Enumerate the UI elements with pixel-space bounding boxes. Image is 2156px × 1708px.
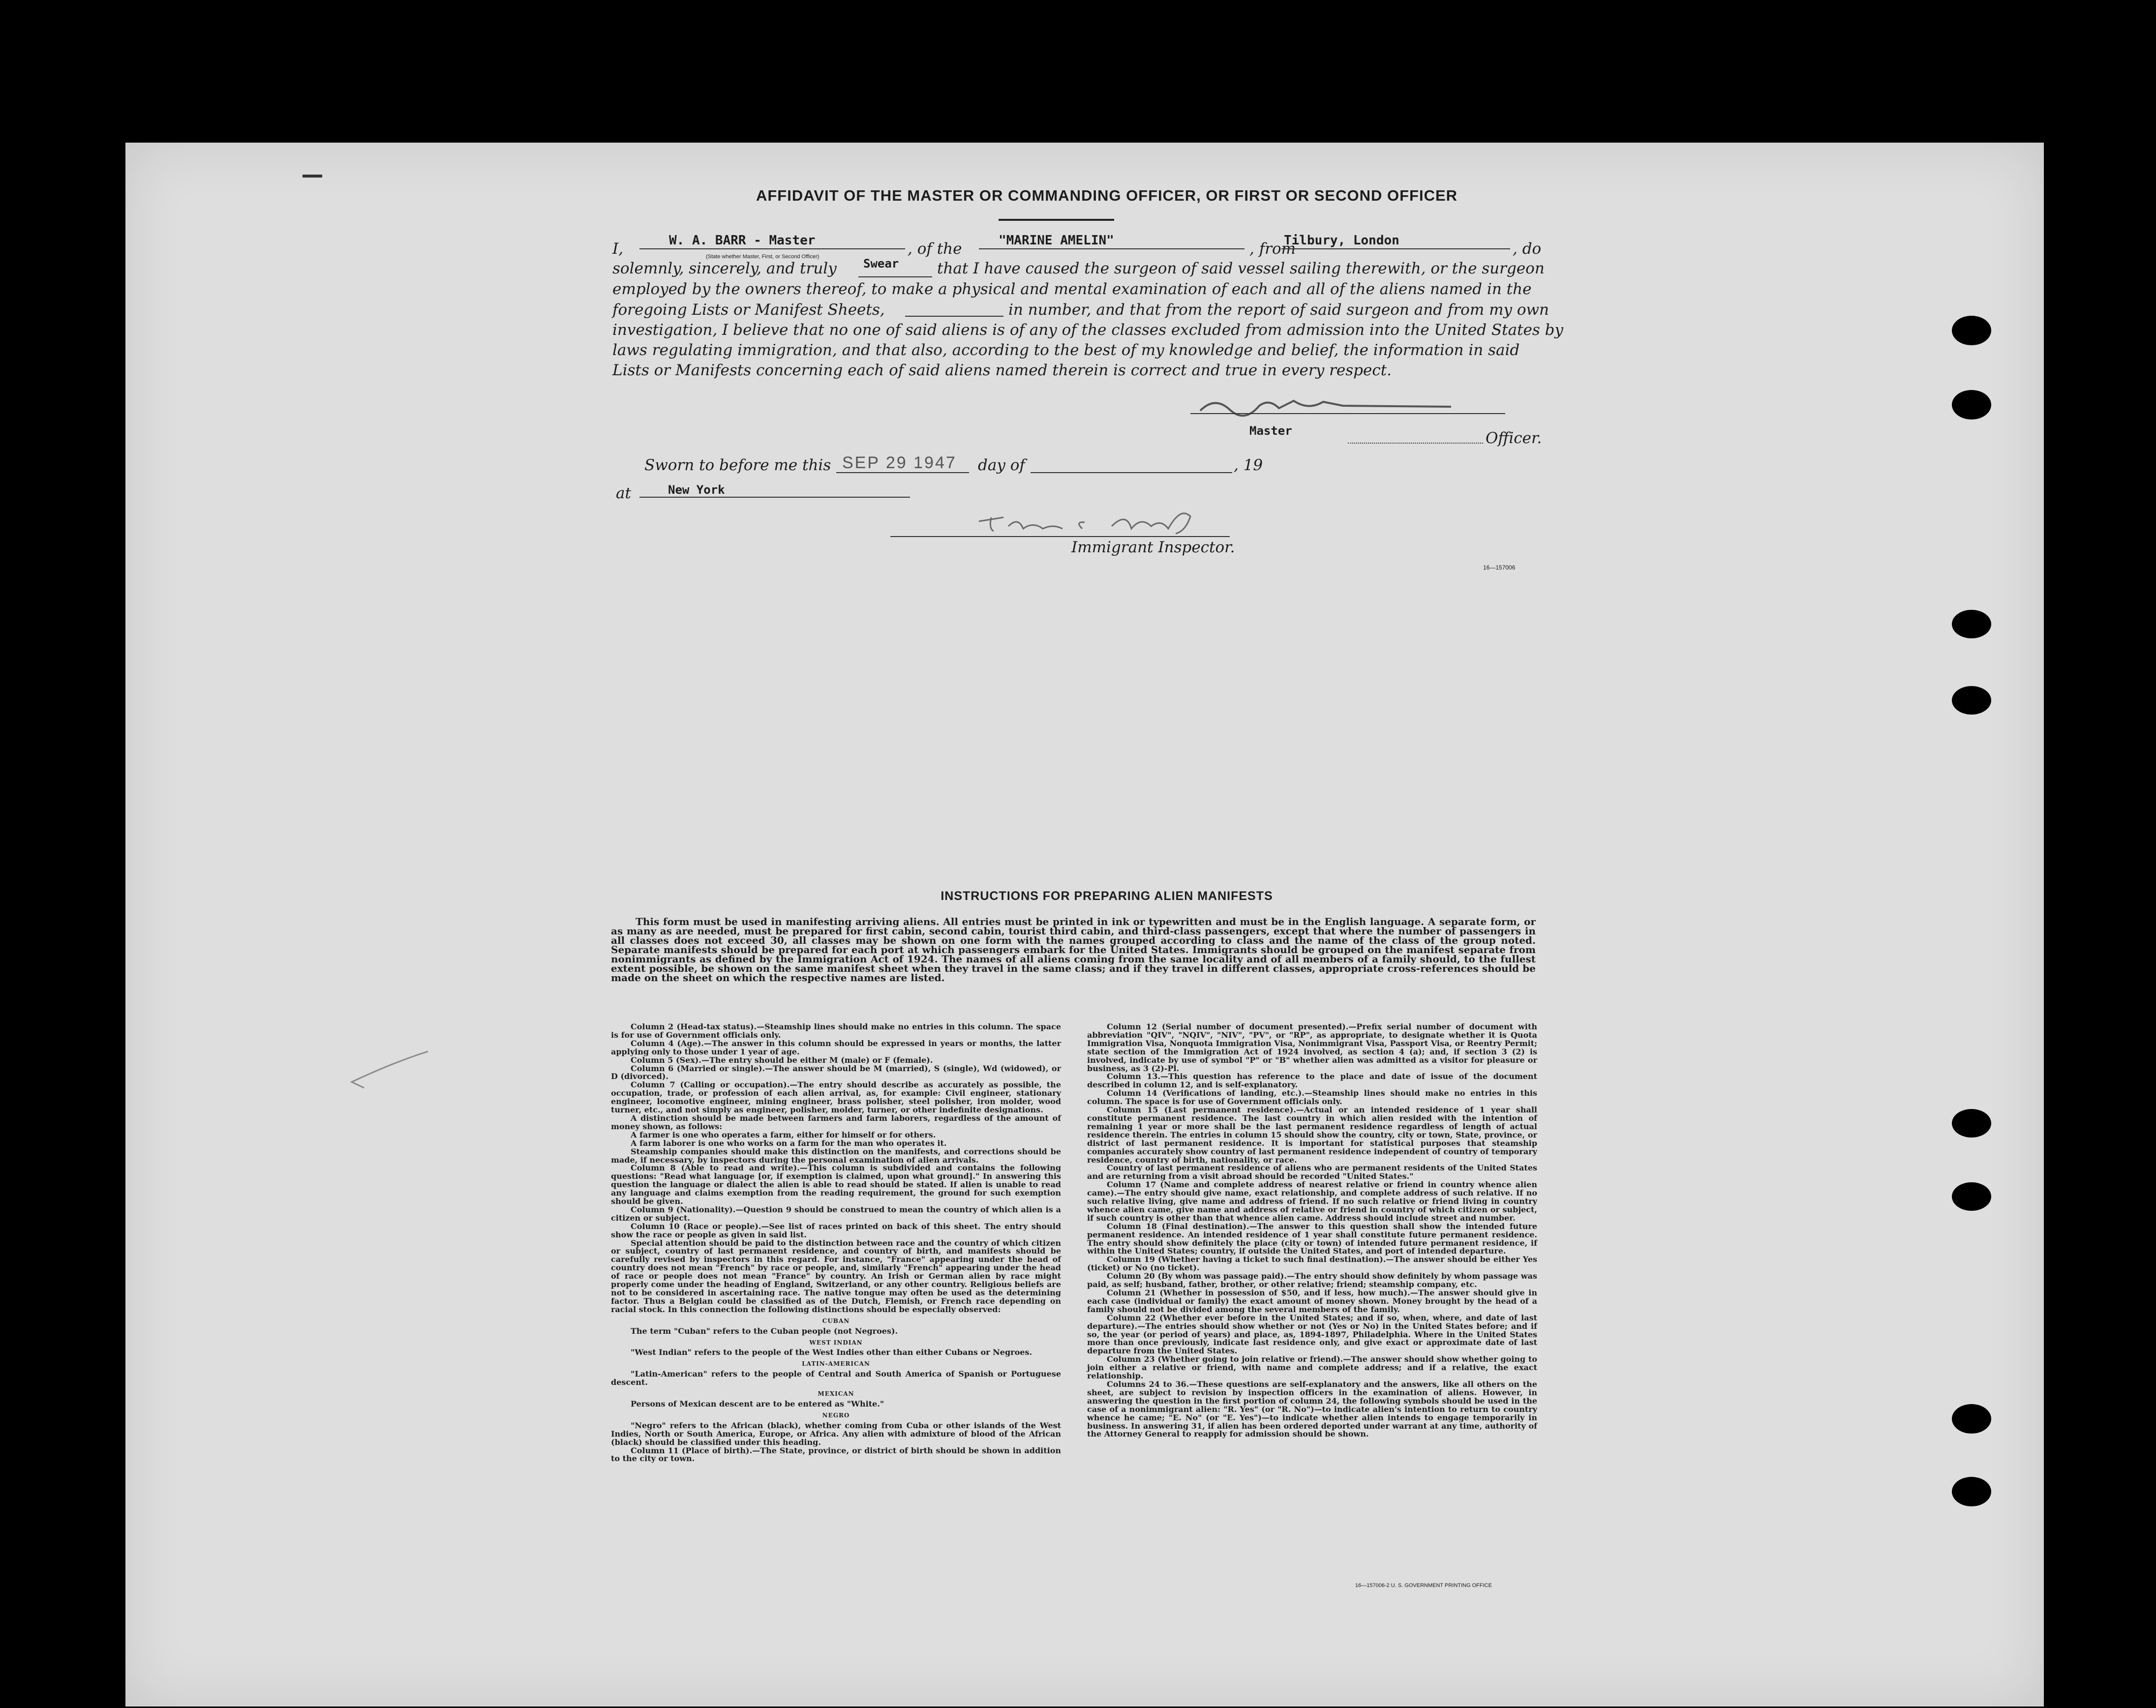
place-line	[639, 497, 910, 498]
instruction-farm-distinction: A distinction should be made between farmers and farm laborers, regardless of the amount of money shown, as follows:	[611, 1113, 1061, 1131]
officer-name-line	[639, 248, 905, 249]
do-label: , do	[1513, 240, 1542, 258]
instruction-col2: Column 2 (Head-tax status).—Steamship lines should make no entries in this column. The space is for use of Government officials only.	[611, 1022, 1061, 1040]
signer-title: Master	[1249, 424, 1292, 438]
pencil-mark	[344, 1048, 433, 1092]
master-signature	[1195, 391, 1451, 420]
instruction-col20: Column 20 (By whom was passage paid).—The entry should show definitely by whom passage was paid, as self; husband, father, brother, or other relative; friend; steamship company, etc.	[1087, 1271, 1537, 1289]
aff-line4-end: in number, and that from the report of said surgeon and from my own	[1008, 301, 1549, 319]
aff-line2-start: solemnly, sincerely, and truly	[612, 260, 837, 277]
affidavit-title: AFFIDAVIT OF THE MASTER OR COMMANDING OFFICER, OR FIRST OR SECOND OFFICER	[756, 187, 1458, 204]
officer-line	[1348, 443, 1483, 444]
instruction-col7: Column 7 (Calling or occupation).—The entry should describe as accurately as possible, the occupation, trade, or profession of each alien arrival, as, for example: Civil engineer, stationary engineer, locomotive engineer, mining engineer, brass polisher, steel polisher, iron molder, wood turner, etc., and not simply as engineer, polisher, molder, turner, or other indefinite designations.	[611, 1080, 1061, 1115]
definition-cuban: The term "Cuban" refers to the Cuban people (not Negroes).	[631, 1326, 898, 1336]
instruction-col10: Column 10 (Race or people).—See list of races printed on back of this sheet. The entry should show the race or people as given in said list.	[611, 1221, 1061, 1239]
heading-mexican: MEXICAN	[818, 1390, 854, 1398]
instruction-col24-36: Columns 24 to 36.—These questions are self-explanatory and the answers, like all others on the sheet, are subject to revision by inspection officers in the examination of aliens. However, in answering the question in the first portion of column 24, the following symbols should be used in the case of a nonimmigrant alien: "R. Yes" (or "R. No")—to indicate alien's intention to return to country whence he came; "E. No" (or "E. Yes")—to indicate whether alien intends to engage temporarily in business. In answering 31, if alien has been ordered deported under warrant at any time, authority of the Attorney General to reapply for admission should be shown.	[1087, 1379, 1537, 1439]
sworn-date-stamp: SEP 29 1947	[842, 453, 957, 472]
vessel-line	[979, 248, 1245, 249]
punch-hole	[1952, 610, 1991, 638]
title-rule	[999, 219, 1114, 221]
punch-hole	[1952, 686, 1991, 715]
punch-hole	[1952, 1477, 1991, 1506]
heading-cuban: CUBAN	[822, 1317, 850, 1324]
instruction-col14: Column 14 (Verifications of landing, etc.).—Steamship lines should make no entries in this column. The space is for use of Government officials only.	[1087, 1088, 1537, 1107]
definition-latin-american: "Latin-American" refers to the people of Central and South America of Spanish or Portuguese descent.	[611, 1369, 1061, 1387]
instruction-col6: Column 6 (Married or single).—The answer should be M (married), S (single), Wd (widowed), or D (divorced).	[611, 1063, 1061, 1081]
from-label: , from	[1249, 240, 1296, 258]
instruction-col13: Column 13.—This question has reference to the place and date of issue of the document described in column 12, and is self-explanatory.	[1087, 1072, 1537, 1090]
instruction-col21: Column 21 (Whether in possession of $50, and if less, how much).—The answer should give in each case (individual or family) the exact amount of money shown. Money brought by the head of a family should not be divided among the several members of the family.	[1087, 1288, 1537, 1314]
instructions-right-column	[1087, 1023, 1537, 1438]
officer-label: Officer.	[1486, 429, 1542, 447]
instructions-left-column	[611, 1023, 1061, 1463]
vessel-name: "MARINE AMELIN"	[999, 233, 1114, 248]
instructions-title: INSTRUCTIONS FOR PREPARING ALIEN MANIFESTS	[941, 889, 1273, 903]
instruction-col15: Column 15 (Last permanent residence).—Actual or an intended residence of 1 year shall constitute permanent residence. The last country in which alien resided with the intention of remaining 1 year or more shall be the last permanent residence regardless of length of actual residence therein. The entries in column 15 should show the country, city or town, State, province, or district of last permanent residence. It is important for statistical purposes that steamship companies accurately show country of last permanent residence independent of country of temporary residence, country of birth, nationality, or race.	[1087, 1105, 1537, 1165]
punch-hole	[1952, 390, 1991, 420]
sworn-label: Sworn to before me this	[644, 456, 831, 474]
aff-line2-end: that I have caused the surgeon of said vessel sailing therewith, or the surgeon	[937, 260, 1545, 277]
heading-west-indian: WEST INDIAN	[809, 1339, 863, 1346]
inspector-line	[890, 536, 1230, 537]
inspector-label: Immigrant Inspector.	[1071, 539, 1235, 556]
port-line	[1281, 248, 1510, 249]
margin-mark	[303, 175, 322, 178]
instruction-col17: Column 17 (Name and complete address of nearest relative or friend in country whence alien came).—The entry should give name, exact relationship, and complete address of such relative. If no such relative living, give name and address of friend. If no such relative or friend living in country whence alien came, give name and address of relative or friend in country of which citizen or subject, if such country is other than that whence alien came. Address should include street and number.	[1087, 1180, 1537, 1223]
instruction-col9: Column 9 (Nationality).—Question 9 should be construed to mean the country of which alien is a citizen or subject.	[611, 1204, 1061, 1223]
year-label: , 19	[1234, 456, 1263, 474]
intro-paragraph: This form must be used in manifesting arriving aliens. All entries must be printed in ink or typewritten and must be in the English language. A separate form, or as many as are needed, must be prepared for first cabin, second cabin, tourist third cabin, and third-class passengers, except that where the number of passengers in all classes does not exceed 30, all classes may be shown on one form with the names grouped according to class and the name of the class of the group noted. Separate manifests should be prepared for each port at which passengers embark for the United States. Immigrants should be grouped on the manifest separate from nonimmigrants as defined by the Immigration Act of 1924. The names of all aliens coming from the same locality and of all members of a family should, to the fullest extent possible, be shown on the same manifest sheet when they travel in the same class; and if they travel in different classes, appropriate cross-references should be made on the sheet on which the respective names are listed.	[611, 916, 1536, 984]
instruction-steamship-corrections: Steamship companies should make this distinction on the manifests, and corrections should be made, if necessary, by inspectors during the personal examination of alien arrivals.	[611, 1146, 1061, 1165]
at-label: at	[616, 484, 631, 502]
aff-line5: investigation, I believe that no one of said aliens is of any of the classes excluded from admission into the United States by	[612, 321, 1564, 339]
punch-hole	[1952, 1182, 1991, 1211]
instructions-intro	[611, 917, 1536, 983]
instruction-farmer: A farmer is one who operates a farm, either for himself or for others.	[631, 1130, 936, 1139]
place: New York	[668, 483, 725, 497]
instruction-col18: Column 18 (Final destination).—The answer to this question shall show the intended future permanent residence. An intended residence of 1 year shall constitute future permanent residence. The entry should show definitely the place (city or town) of intended future permanent residence, if within the United States; country, if outside the United States, and port of intended departure.	[1087, 1221, 1537, 1256]
printing-office-footer: 16—157006-2 U. S. GOVERNMENT PRINTING OFFICE	[1355, 1583, 1492, 1588]
oath-line	[858, 276, 932, 277]
instruction-us-residents: Country of last permanent residence of aliens who are permanent residents of the United States and are returning from a visit abroad should be recorded "United States."	[1087, 1163, 1537, 1181]
signature-line	[1190, 413, 1505, 414]
punch-hole	[1952, 1404, 1991, 1434]
instruction-farm-laborer: A farm laborer is one who works on a farm for the man who operates it.	[631, 1138, 947, 1148]
punch-hole	[1952, 316, 1991, 345]
aff-line3: employed by the owners thereof, to make a physical and mental examination of each and all of the aliens named in the	[612, 280, 1532, 298]
instruction-col5: Column 5 (Sex).—The entry should be either M (male) or F (female).	[631, 1055, 933, 1065]
oath-word: Swear	[863, 257, 899, 270]
of-the-label: , of the	[908, 240, 962, 258]
instruction-race-attention: Special attention should be paid to the distinction between race and the country of which citizen or subject, country of last permanent residence, and country of birth, and manifests should be carefully revised by inspectors in this regard. For instance, "France" appearing under the head of country does not mean "French" by race or people, and, similarly "French" appearing under the head of race or people does not mean "France" by country. An Irish or German alien by race might properly come under the heading of England, Switzerland, or any other country. Religious beliefs are not to be considered in ascertaining race. The native tongue may often be used as the determining factor. Thus a Belgian could be classified as of the Dutch, Flemish, or French race depending on racial stock. In this connection the following distinctions should be especially observed:	[611, 1238, 1061, 1314]
instruction-col22: Column 22 (Whether ever before in the United States; and if so, when, where, and date of last departure).—The entries should show whether or not (Yes or No) in the United States before; and if so, the year (or period of years) and place, as, 1894-1897, Philadelphia. Where in the United States more than once previously, indicate last residence only, and give exact or approximate date of last departure from the United States.	[1087, 1313, 1537, 1356]
punch-hole	[1952, 1109, 1991, 1138]
definition-mexican: Persons of Mexican descent are to be entered as "White."	[631, 1399, 884, 1408]
heading-negro: NEGRO	[822, 1411, 850, 1419]
port-from: Tilbury, London	[1284, 233, 1399, 248]
day-of-label: day of	[978, 456, 1025, 474]
instruction-col8: Column 8 (Able to read and write).—This column is subdivided and contains the following questions: "Read what language [or, if exemption is claimed, upon what ground]." In answering this question the language or dialect the alien is able to read should be stated. If alien is unable to read any language and claims exemption from the reading requirement, the ground for such exemption should be given.	[611, 1163, 1061, 1206]
number-line	[905, 316, 1003, 317]
instruction-col19: Column 19 (Whether having a ticket to such final destination).—The answer should be either Yes (ticket) or No (no ticket).	[1087, 1255, 1537, 1273]
definition-west-indian: "West Indian" refers to the people of the West Indies other than either Cubans or Negroes.	[631, 1348, 1032, 1357]
instruction-col4: Column 4 (Age).—The answer in this column should be expressed in years or months, the latter applying only to those under 1 year of age.	[611, 1038, 1061, 1056]
inspector-signature	[964, 502, 1220, 539]
definition-negro: "Negro" refers to the African (black), whether coming from Cuba or other islands of the West Indies, North or South America, Europe, or Africa. Any alien with admixture of blood of the African (black) should be classified under this heading.	[611, 1420, 1061, 1447]
rank-note: (State whether Master, First, or Second Officer)	[706, 254, 820, 260]
month-line	[1031, 472, 1232, 473]
instruction-col12: Column 12 (Serial number of document presented).—Prefix serial number of document with abbreviation "QIV", "NQIV", "NIV", "PV", or "RP", as appropriate, to designate whether it is Quota Immigration Visa, Nonquota Immigration Visa, Nonimmigrant Visa, Passport Visa, or Reentry Permit; state section of the Immigration Act of 1924 involved, as section 4 (a); and, if section 3 (2) is involved, indicate by use of symbol "P" or "B" whether alien was admitted as a visitor for pleasure or business, as 3 (2)-Pl.	[1087, 1022, 1537, 1073]
instruction-col23: Column 23 (Whether going to join relative or friend).—The answer should show whether going to join either a relative or friend, with name and complete address; and if a relative, the exact relationship.	[1087, 1354, 1537, 1381]
officer-name: W. A. BARR - Master	[669, 233, 816, 248]
aff-line7: Lists or Manifests concerning each of said aliens named therein is correct and true in every respect.	[612, 361, 1392, 379]
form-number: 16—157006	[1483, 564, 1516, 571]
i-label: I,	[612, 240, 624, 258]
aff-line4-start: foregoing Lists or Manifest Sheets,	[612, 301, 885, 319]
heading-latin-american: LATIN-AMERICAN	[802, 1360, 870, 1368]
aff-line6: laws regulating immigration, and that also, according to the best of my knowledge and belief, the information in said	[612, 341, 1520, 359]
instruction-col11: Column 11 (Place of birth).—The State, province, or district of birth should be shown in addition to the city or town.	[611, 1445, 1061, 1464]
